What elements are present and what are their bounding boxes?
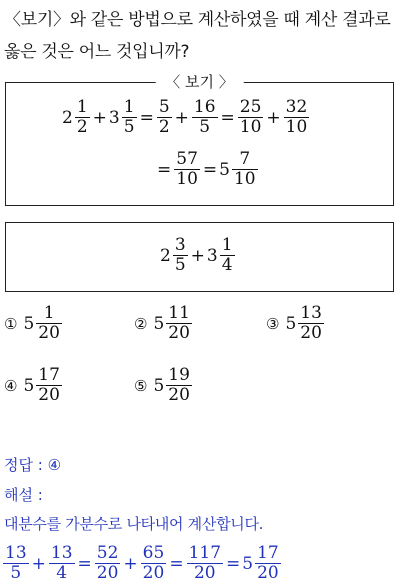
- mixed-whole: 5: [219, 159, 230, 180]
- fraction: [75, 98, 90, 137]
- numerator: 117: [188, 543, 222, 563]
- mixed-whole: 2: [160, 245, 171, 266]
- fraction: [157, 98, 172, 137]
- equals-sign: =: [202, 159, 218, 180]
- equals-sign: =: [169, 553, 184, 574]
- mixed-whole: 5: [23, 313, 35, 334]
- plus-sign: +: [174, 107, 189, 128]
- equals-sign: =: [220, 107, 235, 128]
- plus-sign: +: [190, 245, 205, 266]
- fraction: [255, 544, 281, 583]
- denominator: 10: [176, 169, 198, 189]
- denominator: 10: [285, 117, 308, 137]
- fraction: [36, 366, 62, 405]
- choice-number: ③: [266, 314, 280, 333]
- plus-sign: +: [266, 107, 281, 128]
- mixed-whole: 5: [242, 553, 254, 574]
- choice-number: ④: [4, 376, 18, 395]
- choice-number: ②: [134, 314, 148, 333]
- denominator: 4: [56, 563, 68, 583]
- explanation-text: 대분수를 가분수로 나타내어 계산합니다.: [4, 515, 264, 533]
- denominator: 2: [158, 117, 170, 137]
- mixed-whole: 5: [153, 375, 165, 396]
- choice-2[interactable]: [134, 304, 193, 343]
- explanation-label: 해설 :: [4, 486, 43, 504]
- fraction: [166, 366, 192, 405]
- fraction: [238, 98, 264, 137]
- numerator: 19: [168, 365, 190, 385]
- numerator: 1: [221, 235, 233, 255]
- denominator: 5: [10, 563, 22, 583]
- choice-number: ①: [4, 314, 18, 333]
- example-line-1: [62, 98, 310, 137]
- denominator: 2: [76, 117, 88, 137]
- equals-sign: =: [226, 553, 241, 574]
- mixed-whole: 3: [108, 107, 120, 128]
- explanation-expression: [2, 544, 282, 583]
- numerator: 3: [174, 235, 186, 255]
- numerator: 1: [123, 97, 135, 117]
- fraction: [3, 544, 29, 583]
- fraction: [232, 150, 258, 189]
- numerator: 17: [257, 543, 279, 563]
- numerator: 32: [285, 97, 308, 117]
- numerator: 16: [193, 97, 216, 117]
- choice-1[interactable]: [4, 304, 63, 343]
- mixed-whole: 2: [62, 107, 73, 128]
- choice-3[interactable]: [266, 304, 325, 343]
- fraction: [166, 304, 192, 343]
- numerator: 1: [43, 303, 55, 323]
- numerator: 65: [142, 543, 165, 563]
- fraction: [36, 304, 62, 343]
- plus-sign: +: [92, 107, 107, 128]
- example-box-title: 〈 보기 〉: [155, 73, 244, 91]
- numerator: 7: [239, 149, 251, 169]
- equals-sign: =: [139, 107, 154, 128]
- denominator: 10: [233, 169, 256, 189]
- mixed-whole: 5: [285, 313, 297, 334]
- question-text: 〈보기〉와 같은 방법으로 계산하였을 때 계산 결과로 옳은 것은 어느 것입니까?: [4, 10, 391, 62]
- equals-sign: =: [77, 553, 92, 574]
- example-line-2: [155, 150, 259, 189]
- fraction: [192, 98, 218, 137]
- fraction: [284, 98, 310, 137]
- mixed-whole: 3: [206, 245, 218, 266]
- numerator: 17: [38, 365, 60, 385]
- denominator: 20: [257, 563, 279, 583]
- fraction: [174, 150, 200, 189]
- choice-4[interactable]: [4, 366, 63, 405]
- choice-5[interactable]: [134, 366, 193, 405]
- numerator: 1: [76, 97, 88, 117]
- denominator: 5: [174, 255, 186, 275]
- fraction: [141, 544, 167, 583]
- denominator: 20: [38, 323, 60, 343]
- denominator: 20: [300, 323, 322, 343]
- mixed-whole: 5: [153, 313, 165, 334]
- numerator: 13: [50, 543, 73, 563]
- numerator: 13: [300, 303, 322, 323]
- fraction: [187, 544, 223, 583]
- denominator: 5: [123, 117, 135, 137]
- fraction: [49, 544, 75, 583]
- denominator: 5: [199, 117, 211, 137]
- numerator: 11: [168, 303, 190, 323]
- problem-expression: [160, 236, 236, 275]
- fraction: [95, 544, 121, 583]
- denominator: 20: [168, 385, 190, 405]
- numerator: 5: [158, 97, 170, 117]
- denominator: 10: [239, 117, 262, 137]
- choice-number: ⑤: [134, 376, 148, 395]
- numerator: 57: [176, 149, 198, 169]
- numerator: 25: [239, 97, 262, 117]
- denominator: 4: [221, 255, 233, 275]
- answer-label: 정답 : ④: [4, 456, 62, 474]
- plus-sign: +: [123, 553, 138, 574]
- fraction: [173, 236, 188, 275]
- denominator: 20: [96, 563, 119, 583]
- plus-sign: +: [31, 553, 46, 574]
- numerator: 13: [5, 543, 27, 563]
- fraction: [220, 236, 235, 275]
- equals-sign: =: [157, 159, 172, 180]
- denominator: 20: [142, 563, 165, 583]
- denominator: 20: [193, 563, 216, 583]
- numerator: 52: [96, 543, 119, 563]
- fraction: [298, 304, 324, 343]
- mixed-whole: 5: [23, 375, 35, 396]
- denominator: 20: [38, 385, 60, 405]
- fraction: [122, 98, 137, 137]
- denominator: 20: [168, 323, 190, 343]
